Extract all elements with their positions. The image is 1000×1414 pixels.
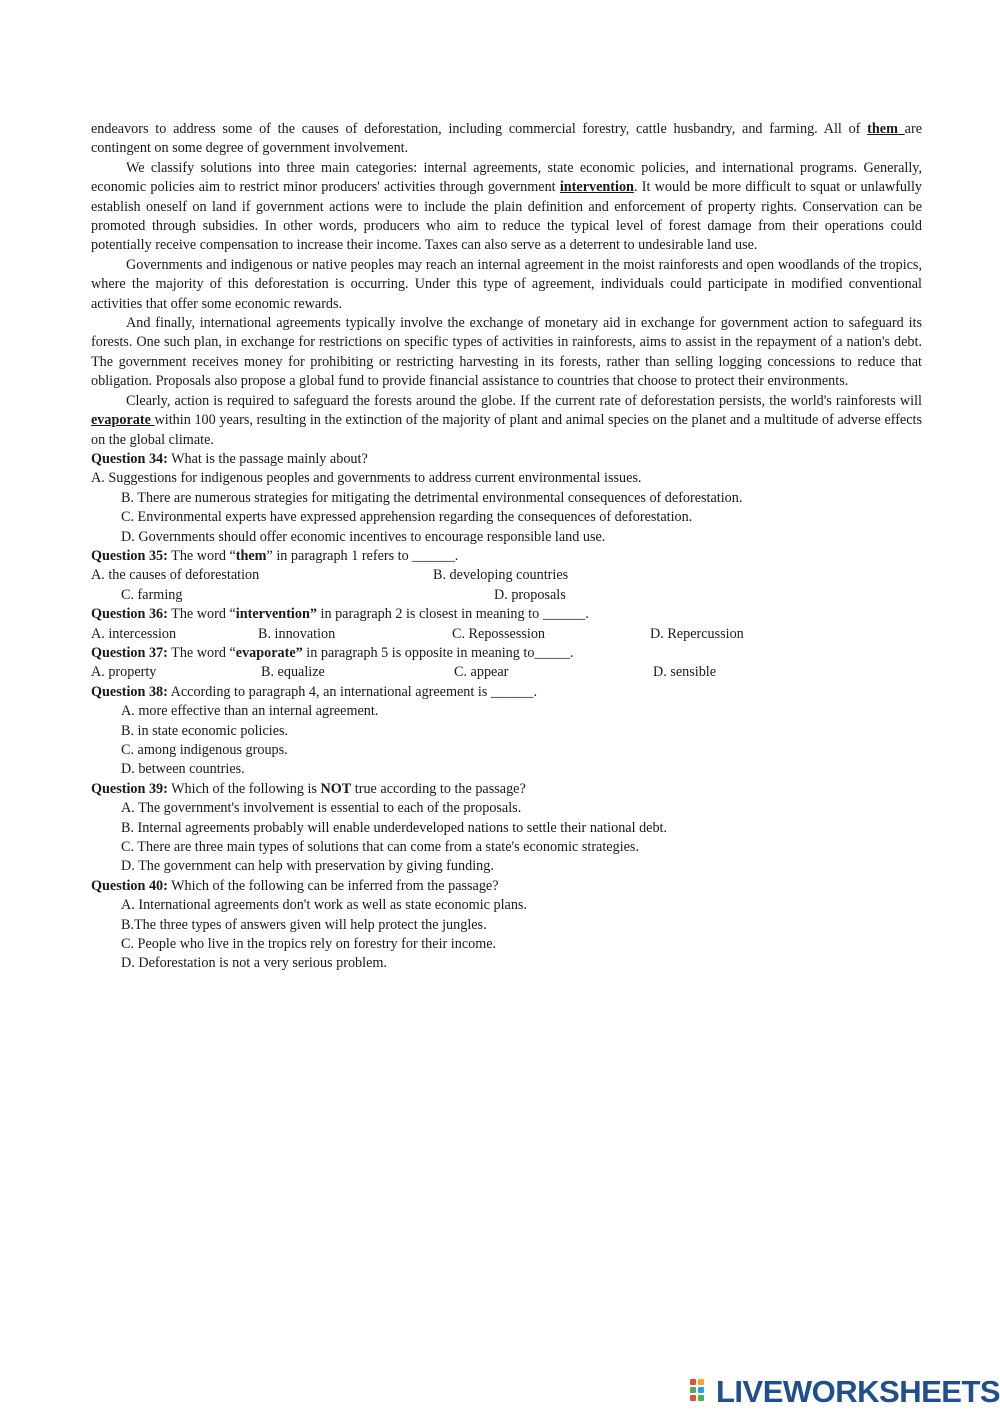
option-d[interactable]: D. Governments should offer economic incentives to encourage responsible land use. <box>121 528 606 545</box>
option-c[interactable]: C. appear <box>454 664 509 681</box>
question-text: The word “ <box>167 547 236 564</box>
question-text: true according to the passage? <box>351 780 526 797</box>
question-39 <box>91 780 922 877</box>
paragraph-text: Clearly, action is required to safeguard the forests around the globe. If the current rate of deforestation persists, the world's rainforests will <box>126 392 922 409</box>
mark-square <box>690 1395 696 1401</box>
question-stem <box>91 780 922 799</box>
option-c[interactable]: C. There are three main types of solutions that can come from a state's economic strategies. <box>121 839 639 856</box>
question-text: Which of the following can be inferred from the passage? <box>167 877 499 894</box>
question-text: What is the passage mainly about? <box>167 450 368 467</box>
option-b[interactable]: B.The three types of answers given will help protect the jungles. <box>121 916 487 933</box>
option-a[interactable]: A. more effective than an internal agreement. <box>121 703 379 720</box>
question-keyword: intervention” <box>235 606 317 623</box>
option-d[interactable]: D. between countries. <box>121 761 245 778</box>
question-34 <box>91 450 922 547</box>
liveworksheets-mark-icon <box>690 1377 712 1407</box>
question-text: in paragraph 5 is opposite in meaning to_____. <box>302 644 574 661</box>
question-text: According to paragraph 4, an international agreement is ______. <box>167 683 538 700</box>
option-b[interactable]: B. in state economic policies. <box>121 722 289 739</box>
option-b[interactable]: B. equalize <box>261 664 325 681</box>
question-label: Question 37: <box>91 644 168 661</box>
question-stem <box>91 605 922 624</box>
option-a[interactable]: A. The government's involvement is essential to each of the proposals. <box>121 800 522 817</box>
paragraph-text: are contingent on some degree of government involvement. <box>91 121 922 157</box>
paragraph-text: We classify solutions into three main categories: internal agreements, state economic policies, and international programs. Generally, economic policies aim to restrict minor producers' activities through government <box>91 159 922 196</box>
passage-paragraph-3: Governments and indigenous or native peoples may reach an internal agreement in the moist rainforests and open woodlands of the tropics, where the majority of this deforestation is occurring. Under this type of agreement, individuals could participate in modified conventional activities that offer some economic rewards. <box>91 256 922 312</box>
question-label: Question 40: <box>91 877 168 894</box>
option-a[interactable]: A. the causes of deforestation <box>91 567 260 584</box>
question-label: Question 34: <box>91 450 168 467</box>
question-keyword: evaporate” <box>235 644 303 661</box>
question-label: Question 38: <box>91 683 168 700</box>
question-text: The word “ <box>167 644 236 661</box>
option-a[interactable]: A. Suggestions for indigenous peoples and governments to address current environmental issues. <box>91 470 642 487</box>
mark-square <box>690 1379 696 1385</box>
option-a[interactable]: A. intercession <box>91 625 177 642</box>
passage-paragraph-2 <box>91 159 922 256</box>
option-d[interactable]: D. Deforestation is not a very serious problem. <box>121 955 387 972</box>
option-b[interactable]: B. There are numerous strategies for mitigating the detrimental environmental consequences of deforestation. <box>121 489 743 506</box>
option-a[interactable]: A. property <box>91 664 157 681</box>
brand-name: LIVEWORKSHEETS <box>716 1374 1000 1409</box>
keyword-intervention: intervention <box>559 179 634 196</box>
question-text: in paragraph 2 is closest in meaning to ______. <box>316 606 589 623</box>
paragraph-text: within 100 years, resulting in the extinction of the majority of plant and animal species on the planet and a multitude of adverse effects on the global climate. <box>91 412 922 448</box>
question-stem <box>91 683 922 702</box>
options-row <box>91 566 922 585</box>
question-label: Question 39: <box>91 780 168 797</box>
option-d[interactable]: D. sensible <box>653 664 717 681</box>
option-c[interactable]: C. farming <box>121 586 183 603</box>
question-text: ” in paragraph 1 refers to ______. <box>266 547 459 564</box>
question-36 <box>91 605 922 644</box>
option-b[interactable]: B. Internal agreements probably will enable underdeveloped nations to settle their national debt. <box>121 819 668 836</box>
options-row <box>91 625 922 644</box>
question-text: The word “ <box>167 606 236 623</box>
option-a[interactable]: A. International agreements don't work as well as state economic plans. <box>121 897 527 914</box>
question-stem <box>91 450 922 469</box>
liveworksheets-logo[interactable] <box>690 1374 1000 1410</box>
option-d[interactable]: D. proposals <box>494 586 566 603</box>
option-b[interactable]: B. innovation <box>258 625 336 642</box>
question-38 <box>91 683 922 780</box>
mark-square <box>698 1387 704 1393</box>
passage-paragraph-5 <box>91 392 922 450</box>
option-c[interactable]: C. Environmental experts have expressed apprehension regarding the consequences of deforestation. <box>121 509 693 526</box>
question-text: Which of the following is <box>167 780 321 797</box>
option-d[interactable]: D. The government can help with preservation by giving funding. <box>121 858 494 875</box>
passage-paragraph-4: And finally, international agreements typically involve the exchange of monetary aid in exchange for government action to safeguard its forests. One such plan, in exchange for restrictions on specific types of activities in rainforests, aims to assist in the repayment of a nation's debt. The government receives money for prohibiting or restricting harvesting in its forests, rather than selling logging concessions to reduce that obligation. Proposals also propose a global fund to provide financial assistance to countries that choose to protect their environments. <box>91 315 922 390</box>
keyword-evaporate: evaporate <box>91 412 155 429</box>
question-label: Question 36: <box>91 606 168 623</box>
question-40 <box>91 877 922 974</box>
option-c[interactable]: C. among indigenous groups. <box>121 742 288 758</box>
paragraph-text: . It would be more difficult to squat or unlawfully establish oneself on land if government actions were to include the plain definition and enforcement of property rights. Conservation can be promoted through subsidies. In other words, producers who aim to reduce the typical level of forest damage from their operations could potentially receive compensation to increase their income. Taxes can also serve as a deterrent to undesirable land use. <box>91 179 922 254</box>
option-c[interactable]: C. People who live in the tropics rely on forestry for their income. <box>121 936 497 953</box>
option-c[interactable]: C. Repossession <box>452 625 546 642</box>
question-keyword: NOT <box>320 780 352 797</box>
mark-square <box>698 1395 704 1401</box>
question-35 <box>91 547 922 605</box>
paragraph-text: endeavors to address some of the causes of deforestation, including commercial forestry, cattle husbandry, and farming. All of <box>91 121 868 137</box>
question-37 <box>91 644 922 683</box>
passage-paragraph-1 <box>91 120 922 159</box>
keyword-them: them <box>867 121 905 137</box>
question-stem <box>91 644 922 663</box>
mark-square <box>690 1387 696 1393</box>
mark-square <box>698 1379 704 1385</box>
options-row <box>91 663 922 682</box>
question-label: Question 35: <box>91 547 168 564</box>
question-stem <box>91 547 922 566</box>
options-row <box>91 586 922 605</box>
question-stem <box>91 877 922 896</box>
question-keyword: them <box>235 547 267 564</box>
option-d[interactable]: D. Repercussion <box>650 625 744 642</box>
option-b[interactable]: B. developing countries <box>433 567 569 584</box>
worksheet-page <box>91 120 922 974</box>
